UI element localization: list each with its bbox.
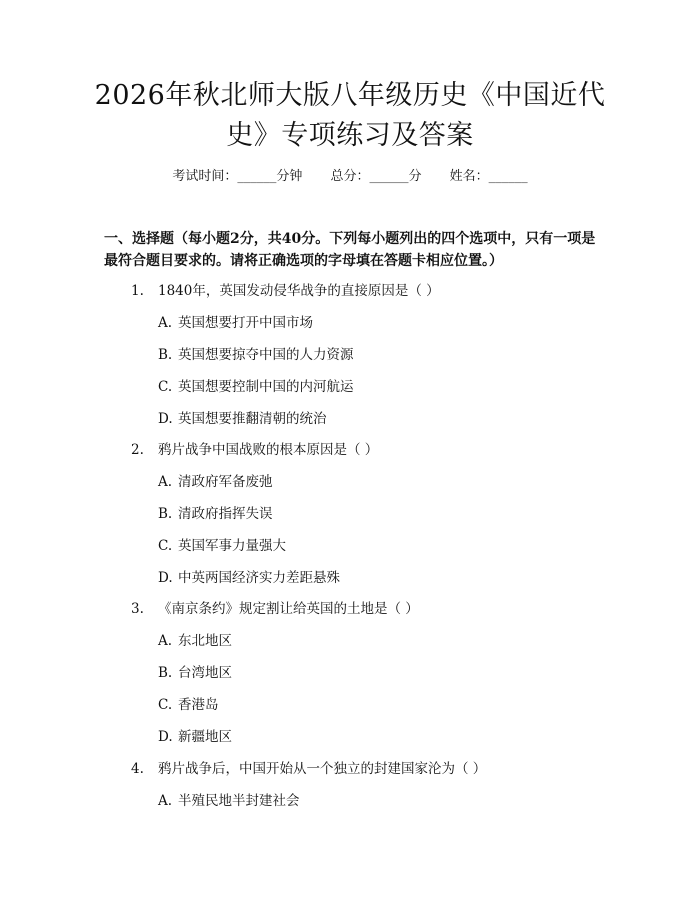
question-2-option-c bbox=[158, 536, 286, 556]
section-heading-line-2: 最符合题目要求的。请将正确选项的字母填在答题卡相应位置。） bbox=[104, 253, 503, 269]
question-1-option-b bbox=[158, 345, 354, 365]
exam-meta bbox=[0, 167, 700, 187]
option-text: 英国想要控制中国的内河航运 bbox=[178, 379, 354, 395]
question-3-option-b bbox=[158, 663, 232, 683]
option-text: 新疆地区 bbox=[178, 729, 232, 745]
question-2 bbox=[131, 440, 378, 460]
question-1-option-d bbox=[158, 409, 327, 429]
option-text: 英国想要打开中国市场 bbox=[178, 315, 313, 331]
question-4-option-a bbox=[158, 791, 300, 811]
question-number: 1. bbox=[131, 283, 144, 299]
question-1-option-a bbox=[158, 313, 313, 333]
question-text: 鸦片战争后，中国开始从一个独立的封建国家沦为（ ） bbox=[158, 761, 487, 777]
question-1 bbox=[131, 281, 440, 301]
question-number: 4. bbox=[131, 761, 144, 777]
option-letter: D. bbox=[158, 570, 173, 586]
option-letter: C. bbox=[158, 379, 173, 395]
question-2-option-d bbox=[158, 568, 340, 588]
option-letter: C. bbox=[158, 538, 173, 554]
question-2-option-a bbox=[158, 472, 273, 492]
option-text: 英国想要推翻清朝的统治 bbox=[178, 411, 327, 427]
question-text: 《南京条约》规定割让给英国的土地是（ ） bbox=[158, 601, 419, 617]
question-number: 2. bbox=[131, 442, 144, 458]
option-text: 清政府军备废弛 bbox=[178, 474, 273, 490]
section-heading-line-1: 一、选择题（每小题2分，共40分。下列每小题列出的四个选项中，只有一项是 bbox=[104, 231, 596, 247]
question-3-option-c bbox=[158, 695, 219, 715]
option-letter: B. bbox=[158, 506, 173, 522]
option-letter: D. bbox=[158, 729, 173, 745]
option-text: 香港岛 bbox=[178, 697, 219, 713]
option-letter: A. bbox=[158, 633, 173, 649]
page-title bbox=[60, 76, 640, 156]
option-letter: A. bbox=[158, 793, 173, 809]
question-3-option-a bbox=[158, 631, 232, 651]
question-3-option-d bbox=[158, 727, 232, 747]
section-heading-choice bbox=[104, 228, 604, 272]
option-letter: A. bbox=[158, 315, 173, 331]
question-1-option-c bbox=[158, 377, 354, 397]
question-3 bbox=[131, 599, 419, 619]
question-2-option-b bbox=[158, 504, 273, 524]
title-line-2: 史》专项练习及答案 bbox=[226, 120, 474, 151]
option-letter: D. bbox=[158, 411, 173, 427]
option-text: 半殖民地半封建社会 bbox=[178, 793, 300, 809]
option-text: 英国想要掠夺中国的人力资源 bbox=[178, 347, 354, 363]
option-letter: A. bbox=[158, 474, 173, 490]
question-text: 鸦片战争中国战败的根本原因是（ ） bbox=[158, 442, 379, 458]
exam-time: 考试时间：______分钟 bbox=[172, 169, 303, 184]
option-letter: B. bbox=[158, 665, 173, 681]
question-4 bbox=[131, 759, 486, 779]
question-number: 3. bbox=[131, 601, 144, 617]
total-score: 总分：______分 bbox=[330, 169, 422, 184]
student-name: 姓名：______ bbox=[449, 169, 528, 184]
option-text: 清政府指挥失误 bbox=[178, 506, 273, 522]
option-text: 东北地区 bbox=[178, 633, 232, 649]
option-letter: B. bbox=[158, 347, 173, 363]
option-text: 台湾地区 bbox=[178, 665, 232, 681]
option-letter: C. bbox=[158, 697, 173, 713]
option-text: 英国军事力量强大 bbox=[178, 538, 286, 554]
title-line-1: 2026年秋北师大版八年级历史《中国近代 bbox=[94, 80, 606, 111]
option-text: 中英两国经济实力差距悬殊 bbox=[178, 570, 340, 586]
question-text: 1840年，英国发动侵华战争的直接原因是（ ） bbox=[158, 283, 440, 299]
